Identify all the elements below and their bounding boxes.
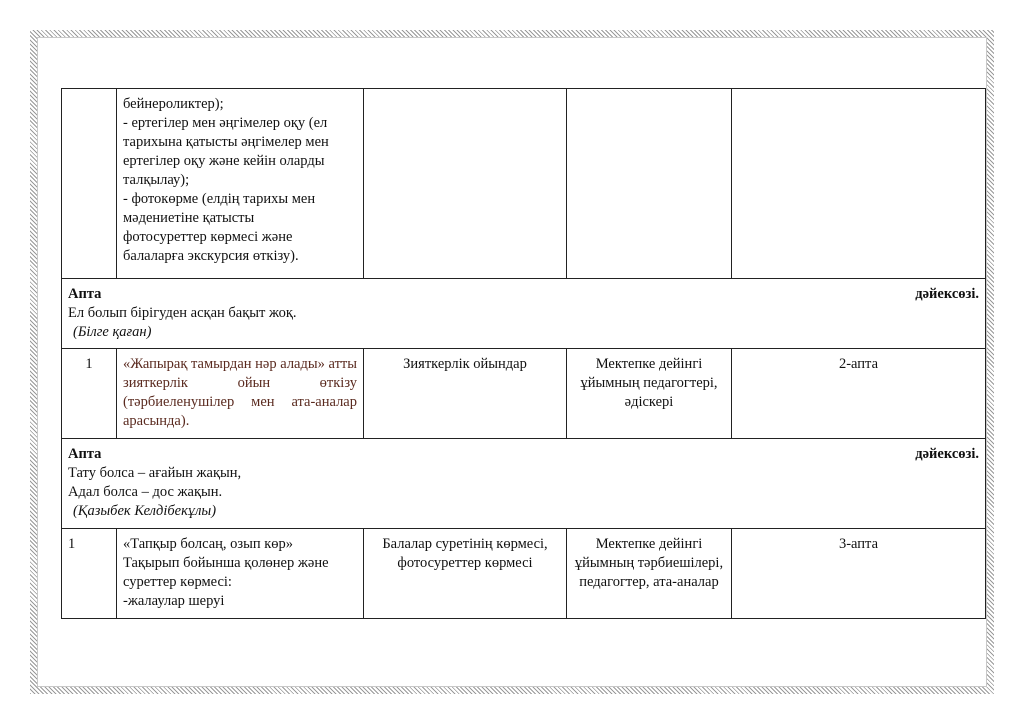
week-header <box>62 279 986 349</box>
table-row <box>62 349 986 439</box>
event-line: -жалаулар шеруі <box>123 593 225 609</box>
table-row <box>62 89 986 279</box>
quote-line: Тату болса – ағайын жақын, <box>68 465 242 481</box>
event-cell <box>117 529 364 619</box>
event-line: тарихына қатысты әңгімелер мен <box>123 134 329 150</box>
event-line: Тақырып бойынша қолөнер және <box>123 555 329 571</box>
quote-line: Ел болып бірігуден асқан бақыт жоқ. <box>68 305 297 321</box>
week-label: Апта <box>68 446 102 462</box>
event-line: бейнероликтер); <box>123 96 224 112</box>
responsible-cell <box>567 89 732 279</box>
event-line: балаларға экскурсия өткізу). <box>123 248 299 264</box>
motto-label: дәйексөзі. <box>915 446 979 462</box>
event-line: талқылау); <box>123 172 190 188</box>
event-line: суреттер көрмесі: <box>123 574 232 590</box>
quote-author: (Қазыбек Келдібекұлы) <box>73 503 217 519</box>
event-cell <box>117 89 364 279</box>
event-line: мәдениетіне қатысты <box>123 210 255 226</box>
motto-label: дәйексөзі. <box>915 286 979 302</box>
event-line: - фотокөрме (елдің тарихы мен <box>123 191 316 207</box>
week-header-row <box>62 279 986 349</box>
event-line: - ертегілер мен әңгімелер оқу (ел <box>123 115 328 131</box>
form-cell <box>364 89 567 279</box>
form-cell: Балалар суретінің көрмесі, фотосуреттер көрмесі <box>364 529 567 619</box>
quote-author: (Білге қаған) <box>73 324 152 340</box>
event-line: «Тапқыр болсаң, озып көр» <box>123 536 294 552</box>
number-cell: 1 <box>62 349 117 439</box>
number-cell <box>62 89 117 279</box>
plan-table <box>61 88 986 619</box>
responsible-cell: Мектепке дейінгі ұйымның тәрбиешілері, педагогтер, ата-аналар <box>567 529 732 619</box>
event-cell: «Жапырақ тамырдан нәр алады» атты зияткерлік ойын өткізу (тәрбиеленушілер мен ата-аналар арасында). <box>117 349 364 439</box>
number-cell: 1 <box>62 529 117 619</box>
form-cell: Зияткерлік ойындар <box>364 349 567 439</box>
quote-line: Адал болса – дос жақын. <box>68 484 223 500</box>
responsible-cell: Мектепке дейінгі ұйымның педагогтері, әдіскері <box>567 349 732 439</box>
term-cell <box>732 89 986 279</box>
term-cell: 2-апта <box>732 349 986 439</box>
table-row <box>62 529 986 619</box>
week-header <box>62 439 986 529</box>
event-line: фотосуреттер көрмесі және <box>123 229 293 245</box>
week-label: Апта <box>68 286 102 302</box>
week-header-row <box>62 439 986 529</box>
event-line: ертегілер оқу және кейін оларды <box>123 153 325 169</box>
term-cell: 3-апта <box>732 529 986 619</box>
